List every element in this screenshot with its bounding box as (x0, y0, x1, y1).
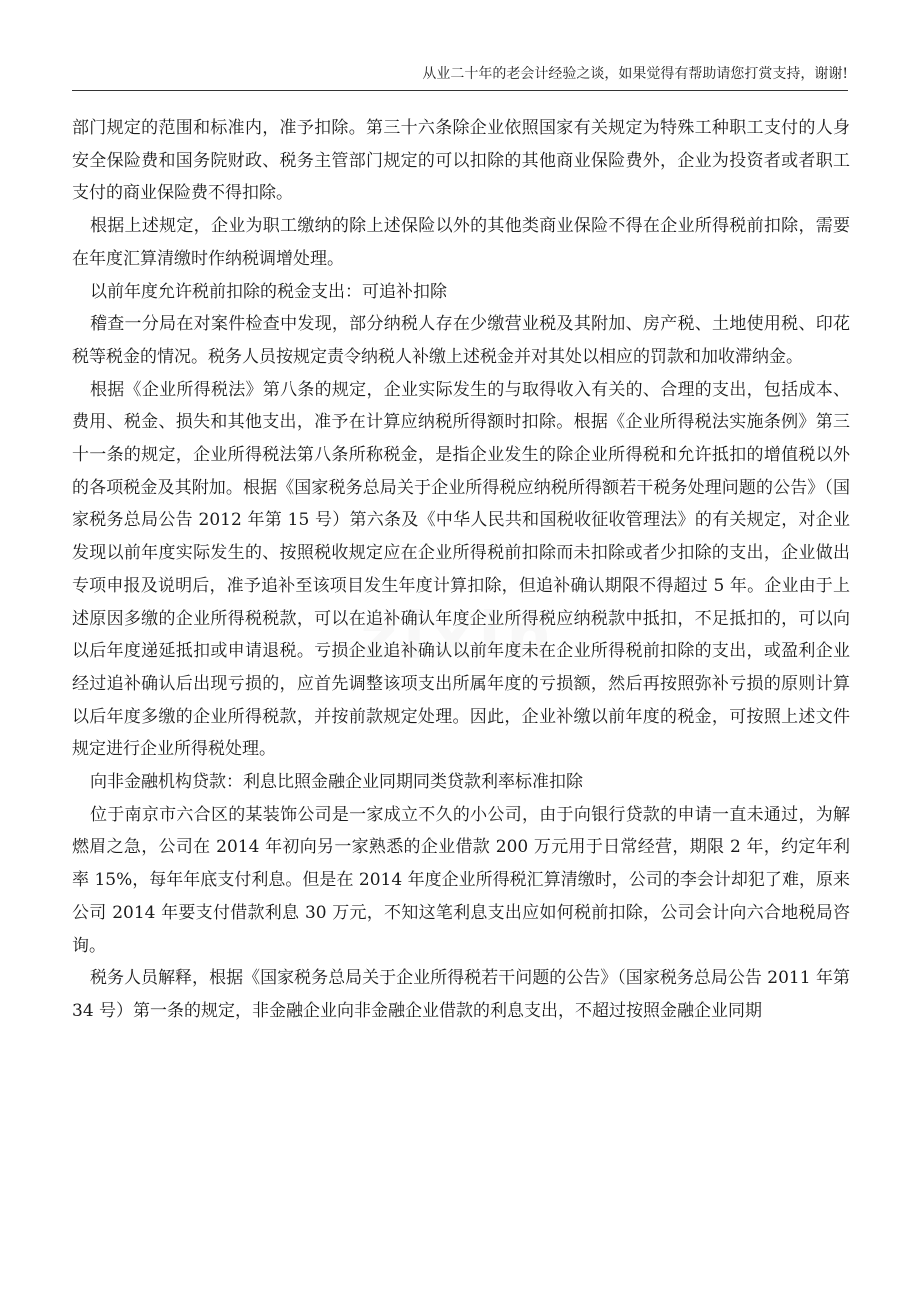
header-divider (72, 90, 848, 91)
section-heading: 以前年度允许税前扣除的税金支出：可追补扣除 (90, 281, 447, 302)
paragraph: 根据《企业所得税法》第八条的规定，企业实际发生的与取得收入有关的、合理的支出，包括成本、费用、税金、损失和其他支出，准予在计算应纳税所得额时扣除。根据《企业所得税法实施条例》第三十一条的规定，企业所得税法第八条所称税金，是指企业发生的除企业所得税和允许抵扣的增值税以外的各项税金及其附加。根据《国家税务总局关于企业所得税应纳税所得额若干税务处理问题的公告》（国家税务总局公告 2012 年第 15 号）第六条及《中华人民共和国税收征收管理法》的有关规定，对企业发现以前年度实际发生的、按照税收规定应在企业所得税前扣除而未扣除或者少扣除的支出，企业做出专项申报及说明后，准予追补至该项目发生年度计算扣除，但追补确认期限不得超过 5 年。企业由于上述原因多缴的企业所得税税款，可以在追补确认年度企业所得税应纳税款中抵扣，不足抵扣的，可以向以后年度递延抵扣或申请退税。亏损企业追补确认以前年度未在企业所得税前扣除的支出，或盈利企业经过追补确认后出现亏损的，应首先调整该项支出所属年度的亏损额，然后再按照弥补亏损的原则计算以后年度多缴的企业所得税款，并按前款规定处理。因此，企业补缴以前年度的税金，可按照上述文件规定进行企业所得税处理。 (72, 379, 850, 760)
document-body (72, 112, 850, 1028)
paragraph: 位于南京市六合区的某装饰公司是一家成立不久的小公司，由于向银行贷款的申请一直未通过，为解燃眉之急，公司在 2014 年初向另一家熟悉的企业借款 200 万元用于日常经营，期限 2 年，约定年利率 15%，每年年底支付利息。但是在 2014 年度企业所得税汇算清缴时，公司的李会计却犯了难，原来公司 2014 年要支付借款利息 30 万元，不知这笔利息支出应如何税前扣除，公司会计向六合地税局咨询。 (72, 804, 850, 956)
paragraph-continuation: 部门规定的范围和标准内，准予扣除。第三十六条除企业依照国家有关规定为特殊工种职工支付的人身安全保险费和国务院财政、税务主管部门规定的可以扣除的其他商业保险费外，企业为投资者或者职工支付的商业保险费不得扣除。 (72, 118, 850, 204)
paragraph: 根据上述规定，企业为职工缴纳的除上述保险以外的其他类商业保险不得在企业所得税前扣除，需要在年度汇算清缴时作纳税调增处理。 (72, 216, 850, 269)
section-heading: 向非金融机构贷款：利息比照金融企业同期同类贷款利率标准扣除 (90, 772, 583, 793)
paragraph: 稽查一分局在对案件检查中发现，部分纳税人存在少缴营业税及其附加、房产税、土地使用税、印花税等税金的情况。税务人员按规定责令纳税人补缴上述税金并对其处以相应的罚款和加收滞纳金。 (72, 314, 850, 367)
watermark: zixin (360, 600, 558, 674)
paragraph: 税务人员解释，根据《国家税务总局关于企业所得税若干问题的公告》（国家税务总局公告 2011 年第 34 号）第一条的规定，非金融企业向非金融企业借款的利息支出，不超过按照金融企业同期 (72, 968, 850, 1021)
header-note: 从业二十年的老会计经验之谈，如果觉得有帮助请您打赏支持，谢谢! (422, 66, 848, 82)
